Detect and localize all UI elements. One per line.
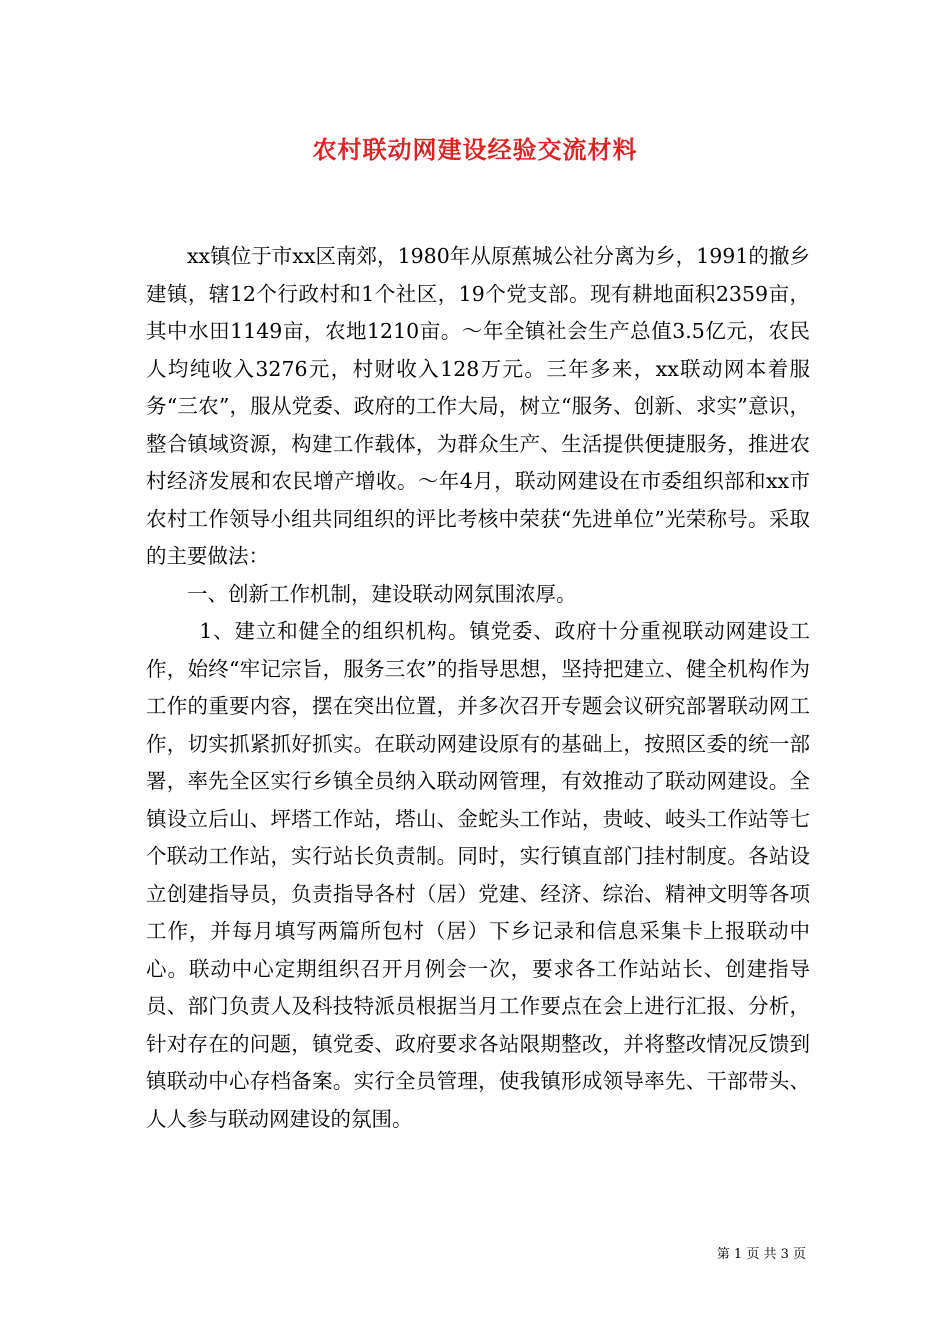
document-title: 农村联动网建设经验交流材料 [312, 135, 638, 164]
paragraph-item-1: 1、建立和健全的组织机构。镇党委、政府十分重视联动网建设工作，始终“牢记宗旨，服务三农”的指导思想，坚持把建立、健全机构作为工作的重要内容，摆在突出位置，并多次召开专题会议研究部署联动网工作，切实抓紧抓好抓实。在联动网建设原有的基础上，按照区委的统一部署，率先全区实行乡镇全员纳入联动网管理，有效推动了联动网建设。全镇设立后山、坪塔工作站，塔山、金蛇头工作站，贵岐、岐头工作站等七个联动工作站，实行站长负责制。同时，实行镇直部门挂村制度。各站设立创建指导员，负责指导各村（居）党建、经济、综治、精神文明等各项工作，并每月填写两篇所包村（居）下乡记录和信息采集卡上报联动中心。联动中心定期组织召开月例会一次，要求各工作站站长、创建指导员、部门负责人及科技特派员根据当月工作要点在会上进行汇报、分析，针对存在的问题，镇党委、政府要求各站限期整改，并将整改情况反馈到镇联动中心存档备案。实行全员管理，使我镇形成领导率先、干部带头、人人参与联动网建设的氛围。 [146, 619, 810, 1131]
paragraph-intro: xx镇位于市xx区南郊，1980年从原蕉城公社分离为乡，1991的撤乡建镇，辖12个行政村和1个社区，19个党支部。现有耕地面积2359亩，其中水田1149亩，农地1210亩。～年全镇社会生产总值3.5亿元，农民人均纯收入3276元，村财收入128万元。三年多来，xx联动网本着服务“三农”，服从党委、政府的工作大局，树立“服务、创新、求实”意识，整合镇域资源，构建工作载体，为群众生产、生活提供便捷服务，推进农村经济发展和农民增产增收。～年4月，联动网建设在市委组织部和xx市农村工作领导小组共同组织的评比考核中荣获“先进单位”光荣称号。采取的主要做法： [146, 244, 810, 568]
document-body [146, 238, 810, 1138]
section-heading-1: 一、创新工作机制，建设联动网氛围浓厚。 [187, 581, 577, 606]
page-number: 第 1 页 共 3 页 [716, 1247, 806, 1262]
